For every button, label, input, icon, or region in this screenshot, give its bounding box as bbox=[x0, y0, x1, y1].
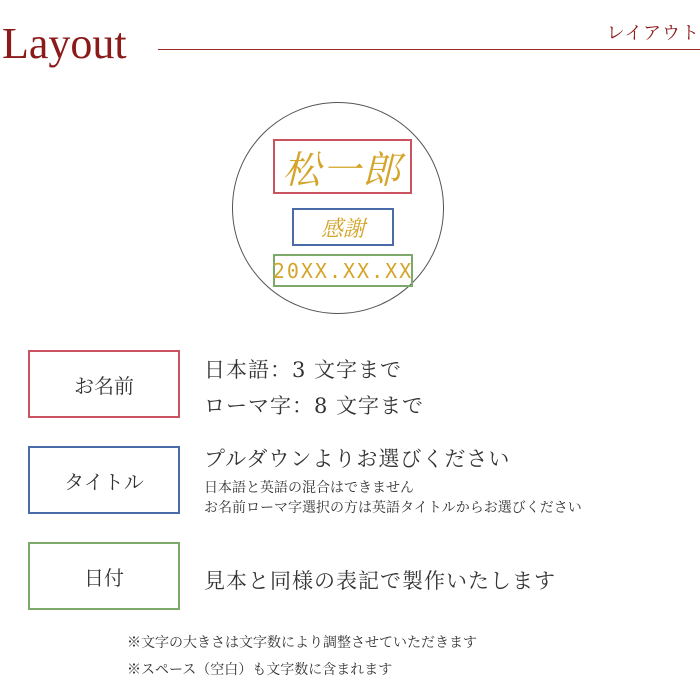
page-subtitle: レイアウト bbox=[606, 23, 700, 44]
sample-date-text: 20XX.XX.XX bbox=[272, 258, 414, 283]
title-label-box bbox=[28, 446, 180, 514]
sample-title-text: 感謝 bbox=[320, 216, 365, 242]
name-limit-romaji: ローマ字：8 文字まで bbox=[204, 394, 425, 418]
title-note-romaji: お名前ローマ字選択の方は英語タイトルからお選びください bbox=[204, 500, 582, 516]
date-label: 日付 bbox=[84, 565, 124, 590]
sample-name-box bbox=[273, 139, 412, 194]
sample-date-box bbox=[273, 254, 413, 287]
sample-name-text: 松一郎 bbox=[282, 148, 403, 192]
title-label: タイトル bbox=[64, 469, 144, 494]
footnote-spaces: ※スペース（空白）も文字数に含まれます bbox=[127, 662, 393, 678]
date-instruction: 見本と同様の表記で製作いたします bbox=[204, 569, 556, 593]
sample-title-box bbox=[292, 208, 394, 246]
page-title: Layout bbox=[2, 19, 127, 68]
name-label-box bbox=[28, 350, 180, 418]
name-limit-japanese: 日本語：3 文字まで bbox=[204, 358, 403, 382]
footnote-size: ※文字の大きさは文字数により調整させていただきます bbox=[127, 635, 477, 651]
header-divider bbox=[158, 49, 700, 50]
name-label: お名前 bbox=[74, 373, 134, 398]
date-label-box bbox=[28, 542, 180, 610]
title-instruction: プルダウンよりお選びください bbox=[204, 447, 511, 471]
title-note-mixing: 日本語と英語の混合はできません bbox=[204, 480, 414, 496]
